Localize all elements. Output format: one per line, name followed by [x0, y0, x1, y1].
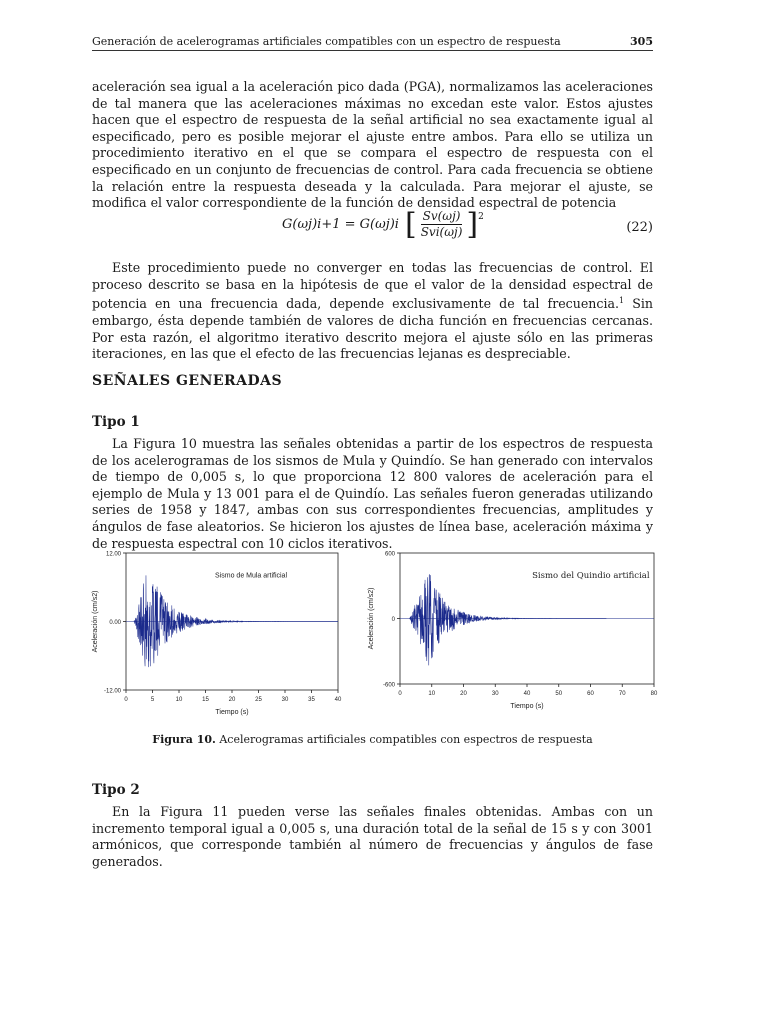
y-tick-label: -12.00 [103, 688, 121, 695]
x-tick-label: 10 [428, 691, 436, 697]
x-tick-label: 5 [150, 697, 155, 703]
equation-denominator: Svi(ωj) [420, 225, 463, 239]
figure-caption [92, 733, 653, 746]
x-tick-label: 25 [255, 697, 262, 703]
y-tick-label: 0 [391, 617, 395, 623]
y-tick-label: 12.00 [105, 551, 121, 558]
chart-mula [86, 545, 356, 720]
equation-numerator: Sv(ωj) [422, 209, 461, 223]
paragraph-convergence [92, 260, 653, 363]
y-axis-label: Aceleración (cm/s2) [92, 590, 99, 653]
y-tick-label: -600 [382, 682, 395, 689]
equation-number: (22) [626, 220, 653, 235]
y-tick-label: 600 [384, 551, 395, 558]
tipo2-title: Tipo 2 [92, 782, 140, 798]
x-tick-label: 30 [281, 697, 289, 703]
chart-title: Sismo de Mula artificial [215, 572, 288, 580]
paragraph-intro: aceleración sea igual a la aceleración pico dada (PGA), normalizamos las aceleraciones de tal manera que las aceleraciones máximas no excedan este valor. Estos ajustes hacen que el espectro de respuesta de la señal artificial no sea exactamente igual al especificado, pero es posible mejorar el ajuste entre ambos. Para ello se utiliza un procedimiento iterativo en el que se compara el espectro de respuesta con el especificado en un conjunto de frecuencias de control. Para cada frecuencia se obtiene la relación entre la respuesta deseada y la calculada. Para mejorar el ajuste, se modifica el valor correspondiente de la función de densidad espectral de potencia [92, 79, 653, 211]
y-axis-label: Aceleración (cm/s2) [368, 587, 375, 650]
x-tick-label: 30 [491, 691, 499, 697]
x-tick-label: 0 [398, 691, 402, 697]
figure-label: Figura 10. [152, 733, 216, 746]
x-tick-label: 10 [175, 697, 183, 703]
x-tick-label: 0 [124, 697, 128, 703]
x-tick-label: 40 [523, 691, 531, 697]
x-tick-label: 15 [202, 697, 209, 703]
chart-mula-svg [86, 545, 356, 720]
x-axis-label: Tiempo (s) [510, 703, 544, 710]
figure-caption-text: Acelerogramas artificiales compatibles con espectros de respuesta [219, 733, 593, 746]
y-tick-label: 0.00 [109, 620, 121, 626]
x-tick-label: 20 [228, 697, 236, 703]
x-tick-label: 50 [555, 691, 563, 697]
paragraph-convergence-text: Este procedimiento puede no converger en todas las frecuencias de control. El proceso descrito se basa en la hipótesis de que el valor de la densidad espectral de potencia en una frecuencia dada, depende exclusivamente de tal frecuencia. [92, 260, 653, 312]
chart-quindio [360, 545, 665, 720]
left-bracket: [ [404, 206, 417, 242]
x-axis-label: Tiempo (s) [215, 709, 249, 716]
x-tick-label: 35 [308, 697, 315, 703]
paragraph-convergence-rest: Sin embargo, ésta depende también de valores de dicha función en frecuencias cercanas. Por esta razón, el algoritmo iterativo descrito mejora el ajuste sólo en las primeras iteraciones, en las que el efecto de las frecuencias lejanas es despreciable. [92, 296, 653, 362]
chart-title: Sismo del Quindio artificial [532, 570, 650, 581]
tipo1-paragraph: La Figura 10 muestra las señales obtenidas a partir de los espectros de respuesta de los acelerogramas de los sismos de Mula y Quindío. Se han generado con intervalos de tiempo de 0,005 s, lo que proporciona 12 800 valores de aceleración para el ejemplo de Mula y 13 001 para el de Quindío. Las señales fueron generadas utilizando series de 1958 y 1847, ambas con sus correspondientes frecuencias, amplitudes y ángulos de fase aleatorios. Se hicieron los ajustes de línea base, aceleración máxima y de respuesta espectral con 10 ciclos iterativos. [92, 436, 653, 551]
chart-quindio-svg [360, 545, 665, 720]
x-tick-label: 20 [460, 691, 467, 697]
page-header [92, 35, 653, 51]
tipo1-title: Tipo 1 [92, 414, 140, 430]
x-tick-label: 40 [334, 697, 342, 703]
right-bracket: ] [466, 206, 479, 242]
page-number: 305 [630, 35, 653, 48]
footnote-marker: 1 [619, 296, 625, 306]
equation-exponent: 2 [478, 211, 484, 222]
x-tick-label: 70 [618, 691, 626, 697]
tipo2-paragraph: En la Figura 11 pueden verse las señales finales obtenidas. Ambas con un incremento temporal igual a 0,005 s, una duración total de la señal de 15 s y con 3001 armónicos, que corresponde también al número de frecuencias y ángulos de fase generados. [92, 804, 653, 869]
running-title: Generación de acelerogramas artificiales compatibles con un espectro de respuesta [92, 35, 561, 48]
equation-lhs: G(ωj)i+1 = G(ωj)i [282, 217, 399, 232]
section-title: SEÑALES GENERADAS [92, 373, 283, 389]
equation-body [282, 206, 484, 242]
equation-fraction [419, 209, 465, 240]
equation-22 [92, 204, 653, 250]
x-tick-label: 60 [587, 691, 594, 697]
x-tick-label: 80 [650, 691, 658, 697]
